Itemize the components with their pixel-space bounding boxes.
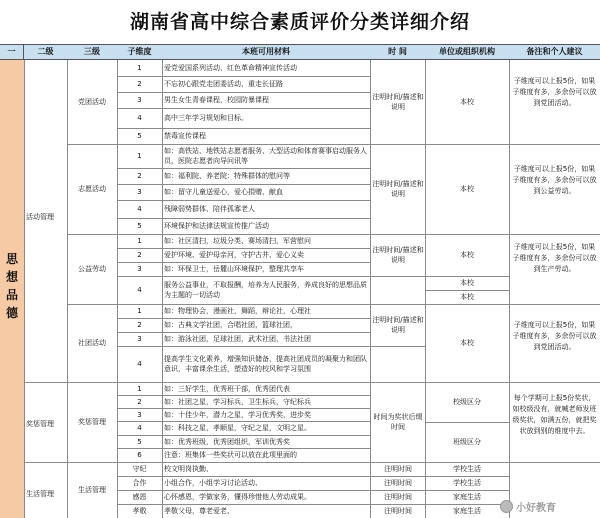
material-text: 爱党爱国系列活动、红色革命精神宣传活动 [164,64,297,72]
time-cell: 注明时间/描述和说明 [372,180,424,198]
material-text: 注意：班集体一些奖状可以放在此项里面的 [164,451,297,459]
grid-line [117,108,370,109]
material-text: 不忘初心跟党走团委活动、重走长征路 [164,80,283,88]
grid-line [117,435,370,436]
material-text: 如：古典文学社团，合唱社团，篮球社团， [164,321,297,329]
material-text: 小组合作，小组学习讨论活动、 [164,479,262,487]
material-text: 残障弱势群体、陪伴孤寡老人 [164,205,255,213]
level1-char: 想 [5,270,18,284]
level3-award: 奖惩管理 [78,418,106,426]
wechat-logo-icon [500,500,513,513]
material-text: 服务公益事业，不取报酬，培养为人民服务，养成良好的思想品质为主题的一切活动 [164,281,367,299]
sub-number: 1 [137,64,142,72]
sub-dimension: 孝敬 [132,507,147,515]
material-text: 如：优秀班级，优秀团组织，军训优秀奖 [164,437,290,446]
level2-life: 生活管理 [26,490,54,498]
material-text: 提高学生文化素养，增强知识储备，提高社团成员的凝聚力和团队意识，丰富课余生活，塑造好的校风和学习氛围 [164,355,367,373]
sub-number: 2 [137,251,142,259]
watermark-text: 小好教育 [516,502,556,514]
org-cell: 学校生活 [453,479,481,487]
sub-dimension: 守纪 [132,465,147,473]
table-header [0,44,600,60]
remark-cell: 子维度可以上报5份，如果子维度有多，多余份可以放到公益劳动。 [512,165,597,195]
grid-line [117,318,370,319]
material-text: 如：高铁站、地铁站志愿者服务、大型活动和体育赛事启动服务人员，医院志愿者向导问讯等 [164,147,367,165]
org-cell: 本校 [460,279,474,287]
header-level1: 一 [0,45,24,59]
grid-line [117,504,509,505]
level3-party: 党团活动 [78,98,106,106]
sub-number: 2 [137,321,142,329]
level1-cell [0,60,24,518]
org-cell: 校级区分 [453,398,481,406]
grid-line [117,332,370,333]
sub-number: 2 [137,80,142,88]
sub-number: 1 [137,384,142,393]
level3-volunteer: 志愿活动 [78,185,106,193]
org-cell: 本校 [460,251,474,259]
sub-number: 1 [137,237,142,245]
grid-line [117,168,370,169]
material-text: 如：社区清扫，垃圾分类、赛场清扫，军营慰问 [164,237,311,245]
material-text: 如：留守儿童送爱心，爱心捐赠、献血 [164,188,283,196]
sub-number: 5 [137,437,142,446]
grid-line [117,218,370,219]
grid-line [117,92,370,93]
header-organization: 单位或组织机构 [439,47,495,56]
time-cell: 注明时间 [384,507,412,515]
time-cell: 注明时间 [384,493,412,501]
grid-line [67,234,600,235]
sub-number: 1 [137,152,142,160]
material-text: 如：社团之星，学习标兵，卫生标兵，守纪标兵 [164,397,311,406]
grid-line [117,128,370,129]
grid-line [24,60,25,518]
org-cell: 本校 [460,339,474,347]
grid-line [67,144,600,145]
level2-reward: 奖惩管理 [26,420,54,428]
watermark [500,497,600,515]
sub-number: 2 [137,397,142,406]
sub-dimension: 感恩 [132,493,147,501]
grid-line [67,60,68,518]
sub-number: 4 [137,286,142,294]
grid-line [425,60,426,518]
sub-number: 4 [137,424,142,432]
grid-line [117,476,509,477]
sub-number: 5 [137,132,142,140]
time-cell: 注明时间/描述和说明 [372,316,424,334]
org-cell: 家庭生活 [453,507,481,515]
material-text: 校文明岗执勤、 [164,465,213,473]
level3-life: 生活管理 [78,486,106,494]
grid-line [117,408,370,409]
remark-cell: 子维度可以上报5份，如果子维度有多，多余份可以放到党团活动。 [512,77,597,107]
org-cell: 本校 [460,98,474,106]
grid-line [117,184,370,185]
header-level2: 二级 [37,47,54,56]
header-subdimension: 子维度 [127,47,152,56]
page-title: 湖南省高中综合素质评价分类详细介绍 [0,0,600,44]
header-level3: 三级 [84,47,100,56]
header-remarks: 备注和个人建议 [526,47,583,56]
sub-number: 6 [137,451,142,459]
grid-line [24,382,600,383]
grid-line [370,60,371,518]
material-text: 如：十佳少年，潜力之星，学习优秀奖，进步奖 [164,410,311,419]
grid-line [117,248,370,249]
header-time: 时 间 [388,47,407,56]
grid-line [425,290,509,291]
sub-number: 4 [137,114,142,122]
grid-line [117,76,370,77]
time-cell: 注明时间 [384,465,412,473]
sub-number: 3 [137,188,142,196]
grid-line [509,60,510,518]
sub-number: 3 [137,335,142,343]
material-text: 心怀感恩，学做家务，懂得珍惜他人劳动成果。 [164,493,311,501]
remark-cell: 每个学期可上报5份奖状，如校级没有，就喊老师发班级奖状，如满五份，就把奖状放到别的维度中去。 [512,394,597,435]
time-cell: 注明时间/描述和说明 [372,93,424,111]
level3-club: 社团活动 [78,339,106,347]
sub-number: 5 [137,222,142,230]
grid-line [117,346,425,347]
time-cell: 注明时间/描述和说明 [372,246,424,264]
material-text: 高中三年学习规划和目标。 [164,114,248,122]
grid-line [24,462,600,463]
remark-cell: 子维度可以上报5份，如果子维度有多，多余份可以放到党团活动。 [512,321,597,351]
time-cell: 注明时间 [384,479,412,487]
material-text: 如：福利院、养老院：特殊群体的慰问等 [164,172,290,180]
grid-line [117,200,370,201]
material-text: 孝敬父母，尊老爱老、 [164,507,234,515]
org-cell: 班级区分 [453,438,481,446]
sub-dimension: 合作 [132,479,147,487]
level1-char: 思 [5,252,18,266]
level3-labor: 公益劳动 [78,265,106,273]
material-text: 如：物理协会，漫画社，舞蹈，辩论社，心理社 [164,307,311,315]
grid-line [117,262,370,263]
org-cell: 家庭生活 [453,493,481,501]
level2-activity: 活动管理 [26,213,54,221]
grid-line [117,276,509,277]
org-cell: 学校生活 [453,465,481,473]
grid-line [117,490,509,491]
sub-number: 4 [137,205,142,213]
org-cell: 本校 [460,293,474,301]
sub-number: 2 [137,172,142,180]
sub-number: 3 [137,265,142,273]
grid-line [67,304,600,305]
sub-number: 3 [137,96,142,104]
grid-line [425,422,509,423]
material-text: 如：环保卫士，岳麓山环境保护，整理共享车 [164,265,304,273]
time-cell: 时间为奖状后缀时间 [373,413,423,431]
level1-char: 品 [5,288,18,302]
header-materials: 本班可用材料 [242,47,290,56]
material-text: 如：游泳社团，足球社团，武术社团，书法社团 [164,335,311,343]
sub-number: 3 [137,410,142,419]
grid-line [117,421,370,422]
org-cell: 本校 [460,185,474,193]
remark-cell: 子维度可以上报5份，如果子维度有多，多余份可以放到生产劳动。 [512,243,597,273]
material-text: 爱护环境、爱护母亲河，守护古井、爱心义卖 [164,251,304,259]
grid-line [117,448,370,449]
sub-number: 4 [137,360,142,368]
material-text: 如：科技之星，孝顺星，守纪之星，文明之星。 [164,424,311,432]
material-text: 如：三好学生，优秀班干部，优秀团代表 [164,384,290,393]
grid-line [117,395,370,396]
material-text: 环境保护和法律法规宣传推广活动 [164,222,269,230]
sub-number: 1 [137,307,142,315]
material-text: 男生女生青春课程，校园防暴课程 [164,96,269,104]
material-text: 禁毒宣传课程 [164,132,206,140]
level1-char: 德 [5,306,18,320]
